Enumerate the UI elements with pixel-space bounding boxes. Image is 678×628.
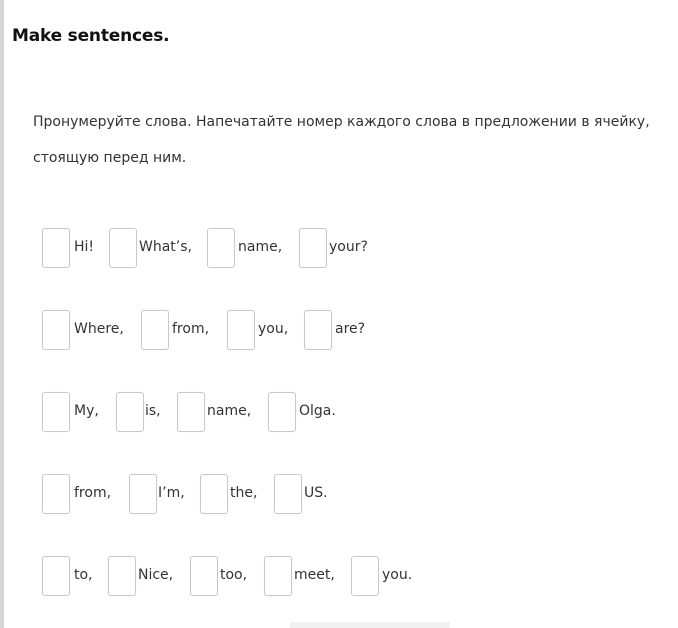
word-label: from, bbox=[172, 321, 210, 337]
word-label: the, bbox=[230, 485, 258, 501]
number-cell[interactable] bbox=[200, 474, 228, 514]
word-label: Hi! bbox=[74, 239, 95, 255]
word-label: from, bbox=[74, 485, 112, 501]
bottom-edge-strip bbox=[290, 622, 450, 628]
number-cell[interactable] bbox=[129, 474, 157, 514]
number-cell[interactable] bbox=[190, 556, 218, 596]
word-label: you. bbox=[382, 567, 413, 583]
page-title: Make sentences. bbox=[12, 26, 170, 46]
number-cell[interactable] bbox=[227, 310, 255, 350]
word-label: are? bbox=[335, 321, 366, 337]
word-label: to, bbox=[74, 567, 93, 583]
number-cell[interactable] bbox=[109, 228, 137, 268]
number-cell[interactable] bbox=[304, 310, 332, 350]
word-label: name, bbox=[238, 239, 283, 255]
number-cell[interactable] bbox=[274, 474, 302, 514]
left-border bbox=[0, 0, 4, 628]
number-cell[interactable] bbox=[351, 556, 379, 596]
number-cell[interactable] bbox=[42, 556, 70, 596]
word-label: Nice, bbox=[138, 567, 174, 583]
word-label: meet, bbox=[294, 567, 335, 583]
number-cell[interactable] bbox=[116, 392, 144, 432]
word-label: is, bbox=[145, 403, 161, 419]
instruction-text-line-1: Пронумеруйте слова. Напечатайте номер каждого слова в предложении в ячейку, bbox=[33, 114, 650, 130]
word-label: Olga. bbox=[299, 403, 336, 419]
number-cell[interactable] bbox=[42, 392, 70, 432]
number-cell[interactable] bbox=[141, 310, 169, 350]
word-label: name, bbox=[207, 403, 252, 419]
word-label: too, bbox=[220, 567, 248, 583]
word-label: US. bbox=[304, 485, 328, 501]
instruction-text-line-2: стоящую перед ним. bbox=[33, 150, 187, 166]
number-cell[interactable] bbox=[42, 474, 70, 514]
number-cell[interactable] bbox=[42, 228, 70, 268]
word-label: I’m, bbox=[158, 485, 185, 501]
word-label: you, bbox=[258, 321, 289, 337]
word-label: Where, bbox=[74, 321, 124, 337]
word-label: My, bbox=[74, 403, 99, 419]
number-cell[interactable] bbox=[108, 556, 136, 596]
number-cell[interactable] bbox=[207, 228, 235, 268]
word-label: your? bbox=[329, 239, 368, 255]
number-cell[interactable] bbox=[264, 556, 292, 596]
number-cell[interactable] bbox=[268, 392, 296, 432]
number-cell[interactable] bbox=[42, 310, 70, 350]
word-label: What’s, bbox=[139, 239, 192, 255]
number-cell[interactable] bbox=[177, 392, 205, 432]
number-cell[interactable] bbox=[299, 228, 327, 268]
